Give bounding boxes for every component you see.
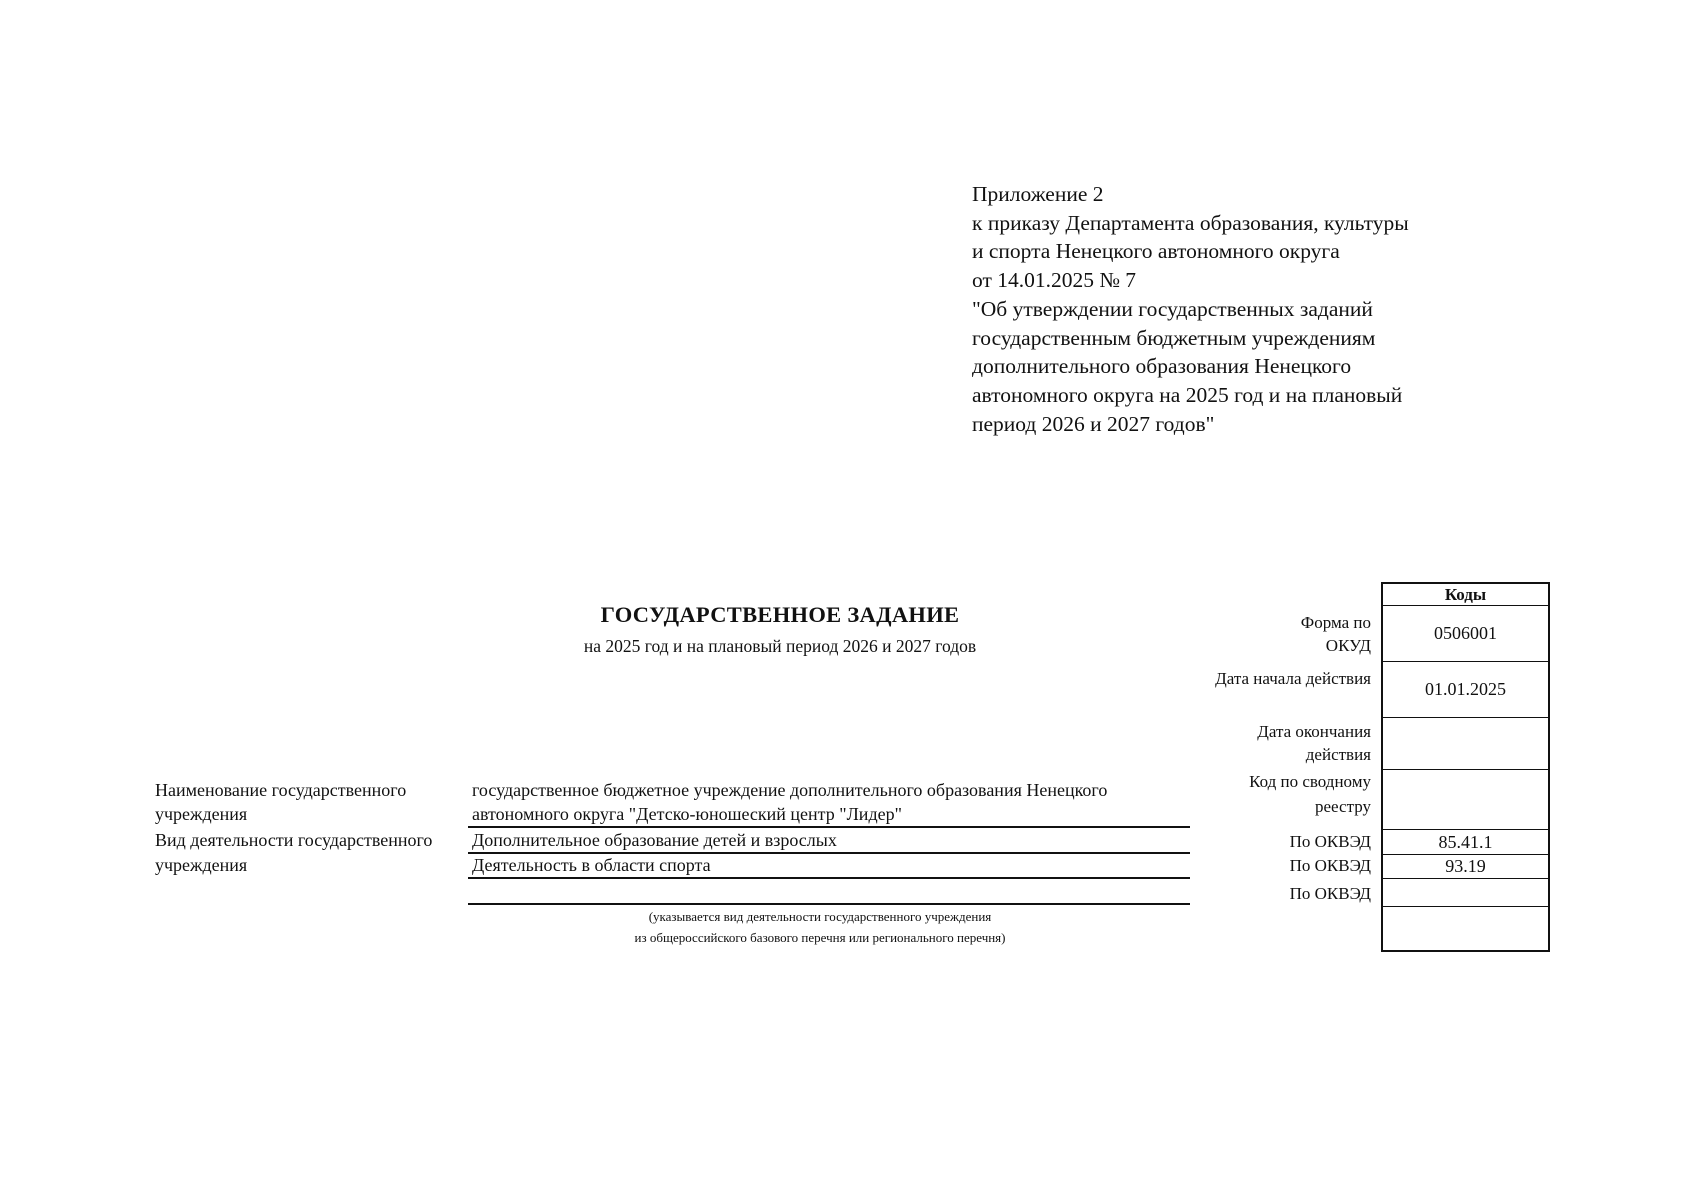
code-label-okved-3: По ОКВЭД [1289,884,1371,903]
code-value-extra [1383,907,1548,950]
activity-value-1: Дополнительное образование детей и взрослых [472,830,837,850]
appendix-reference [972,180,1472,438]
code-label-registry-line2: реестру [1315,797,1371,816]
codes-header: Коды [1383,584,1548,606]
institution-name-label-line1: Наименование государственного [155,780,407,800]
codes-table [1381,582,1550,952]
appendix-line: Приложение 2 [972,182,1104,206]
code-label-end-date-line2: действия [1305,745,1371,764]
code-value-end-date [1383,718,1548,770]
appendix-line: государственным бюджетным учреждениям [972,325,1376,350]
activity-label-line2: учреждения [155,855,248,875]
activity-label-line1: Вид деятельности государственного [155,830,433,850]
code-label-okved-2: По ОКВЭД [1289,856,1371,875]
code-label-end-date-line1: Дата окончания [1257,722,1371,741]
document-subtitle: на 2025 год и на плановый период 2026 и 2027 годов [583,636,977,656]
code-value-okud: 0506001 [1383,606,1548,662]
appendix-line: к приказу Департамента образования, культуры [972,210,1409,235]
appendix-line: автономного округа на 2025 год и на плановый [972,382,1403,407]
document-heading [440,602,1120,657]
appendix-line: от 14.01.2025 № 7 [972,268,1137,293]
code-label-okud-line1: Форма по [1300,613,1371,632]
document-title: ГОСУДАРСТВЕННОЕ ЗАДАНИЕ [600,602,960,627]
activity-value-2: Деятельность в области спорта [472,855,711,875]
institution-name-value-line1: государственное бюджетное учреждение дополнительного образования Ненецкого [472,780,1108,800]
appendix-line: дополнительного образования Ненецкого [972,354,1352,379]
institution-name-label-line2: учреждения [155,804,248,824]
code-value-okved-3 [1383,879,1548,907]
appendix-line: период 2026 и 2027 годов" [972,411,1215,436]
activity-note-line2: из общероссийского базового перечня или регионального перечня) [634,930,1006,945]
code-label-okud-line2: ОКУД [1325,636,1371,655]
code-value-start-date: 01.01.2025 [1383,662,1548,718]
code-value-okved-1: 85.41.1 [1383,830,1548,855]
code-label-start-date: Дата начала действия [1215,669,1371,688]
institution-name-value-line2: автономного округа "Детско-юношеский центр "Лидер" [472,804,902,824]
activity-underline-2 [468,877,1190,879]
code-label-okved-1: По ОКВЭД [1289,832,1371,851]
code-value-okved-2: 93.19 [1383,855,1548,879]
activity-underline-3 [468,903,1190,905]
appendix-line: и спорта Ненецкого автономного округа [972,239,1340,264]
activity-note-line1: (указывается вид деятельности государственного учреждения [648,909,992,924]
code-label-registry-line1: Код по сводному [1249,772,1371,791]
appendix-line: "Об утверждении государственных заданий [972,296,1373,321]
code-value-registry [1383,770,1548,830]
